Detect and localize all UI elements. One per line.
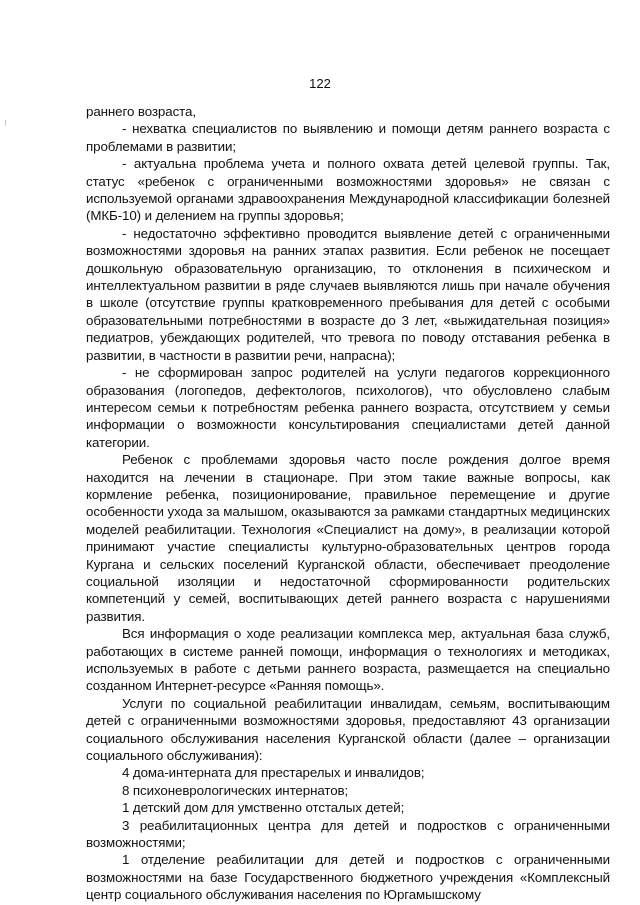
paragraph: - не сформирован запрос родителей на услуги педагогов коррекционного образования (логопедов, дефектологов, психологов), что обусловлено слабым интересом семьи к потребностям ребенка раннего возраста, отсутствием у семьи информации о возможности консультирования специалистами детей данной категории. [86,365,610,450]
paragraph: - нехватка специалистов по выявлению и помощи детям раннего возраста с проблемами в развитии; [86,121,610,154]
paragraph: 3 реабилитационных центра для детей и подростков с ограниченными возможностями; [86,817,610,851]
document-body [86,103,610,904]
paragraph: 1 детский дом для умственно отсталых детей; [122,800,405,816]
paragraph: - актуальна проблема учета и полного охвата детей целевой группы. Так, статус «ребенок с ограниченными возможностями здоровья» не связан с используемой органами здравоохранения Международной классификации болезней (МКБ-10) и делением на группы здоровья; [86,156,610,224]
paragraph: - недостаточно эффективно проводится выявление детей с ограниченными возможностями здоровья на ранних этапах развития. Если ребенок не посещает дошкольную образовательную организацию, то отклонения в психическом и интеллектуальном развитии в ряде случаев выявляются лишь при начале обучения в школе (отсутствие группы кратковременного пребывания для детей с особыми образовательными потребностями в возрасте до 3 лет, «выжидательная позиция» педиатров, убеждающих родителей, что тревога по поводу отставания ребенка в развитии, в частности в развитии речи, напрасна); [86,225,610,363]
paragraph: 4 дома-интерната для престарелых и инвалидов; [122,765,425,781]
paragraph: Ребенок с проблемами здоровья часто после рождения долгое время находится на лечении в стационаре. При этом такие важные вопросы, как кормление ребенка, позиционирование, правильное перемещение и другие особенности ухода за малышом, оказываются за рамками стандартных медицинских моделей реабилитации. Технология «Специалист на дому», в реализации которой принимают участие специалисты культурно-образовательных центров города Кургана и сельских поселений Курганской области, обеспечивает преодоление социальной изоляции и недостаточной сформированности родительских компетенций у семей, воспитывающих детей раннего возраста с нарушениями развития. [86,452,610,624]
page-number: 122 [309,76,331,91]
paragraph: Вся информация о ходе реализации комплекса мер, актуальная база служб, работающих в системе ранней помощи, информация о технологиях и методиках, используемых в работе с детьми раннего возраста, размещается на специально созданном Интернет-ресурсе «Ранняя помощь». [86,626,610,694]
paragraph: Услуги по социальной реабилитации инвалидам, семьям, воспитывающим детей с ограниченными возможностями здоровья, предоставляют 43 организации социального обслуживания населения Курганской области (далее – организации социального обслуживания): [86,695,610,764]
paragraph: 1 отделение реабилитации для детей и подростков с ограниченными возможностями на базе Государственного бюджетного учреждения «Комплексный центр социального обслуживания населения по Юргамышскому [86,852,610,903]
paragraph: 8 психоневрологических интернатов; [122,782,349,798]
paragraph: раннего возраста, [86,104,196,119]
scan-artifact [5,120,6,126]
